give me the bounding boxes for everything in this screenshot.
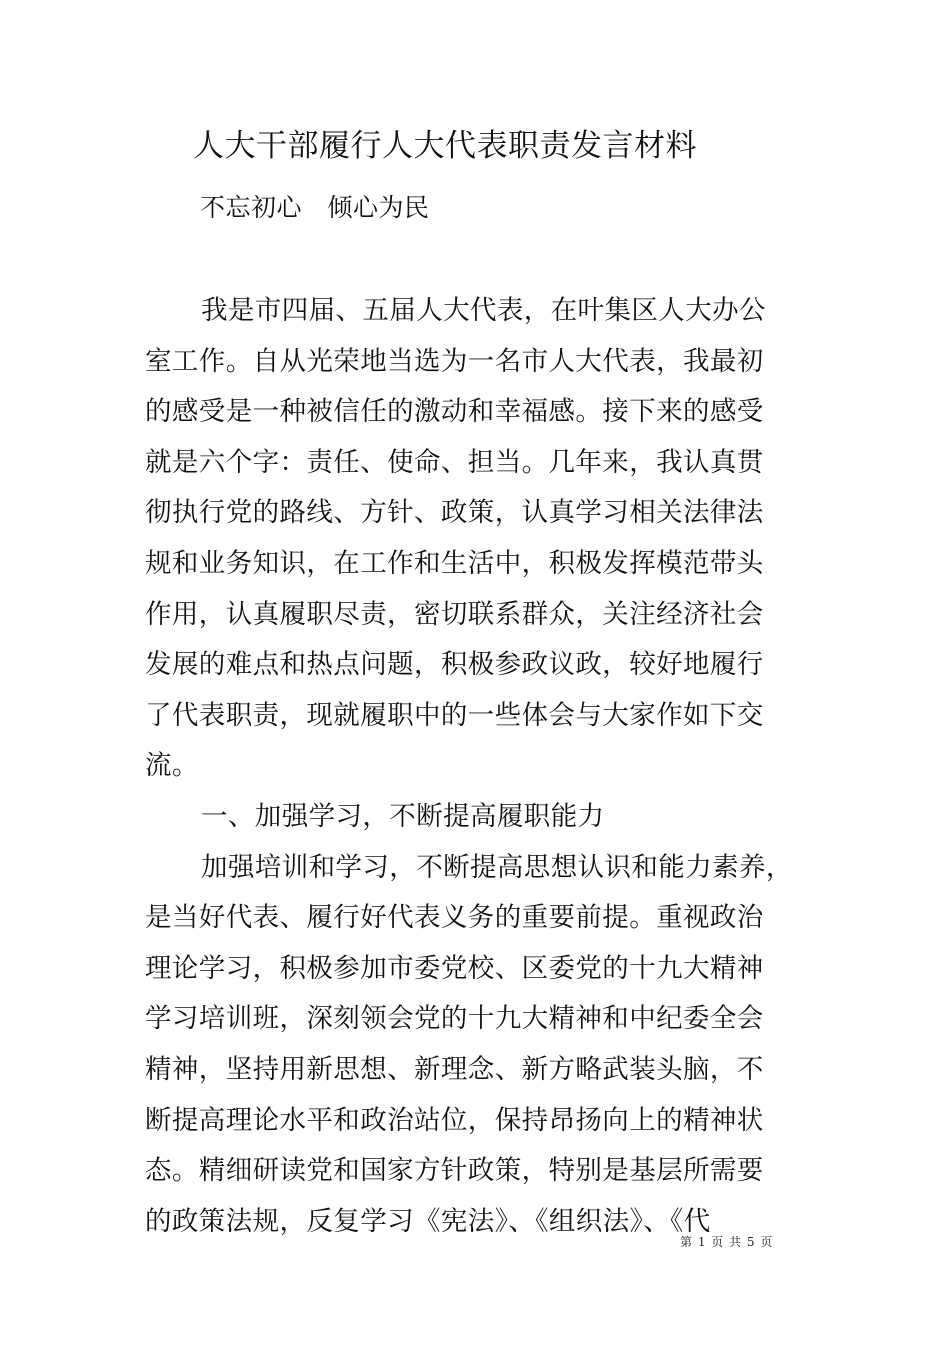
paragraph-line: 就是六个字：责任、使命、担当。几年来，我认真贯 <box>145 446 764 478</box>
section-heading: 一、加强学习，不断提高履职能力 <box>201 800 605 832</box>
paragraph-line: 了代表职责，现就履职中的一些体会与大家作如下交 <box>145 699 764 731</box>
paragraph-line: 加强培训和学习，不断提高思想认识和能力素养， <box>201 851 793 883</box>
paragraph-line: 彻执行党的路线、方针、政策，认真学习相关法律法 <box>145 497 764 529</box>
paragraph-line: 发展的难点和热点问题，积极参政议政，较好地履行 <box>145 649 764 681</box>
paragraph-line: 作用，认真履职尽责，密切联系群众，关注经济社会 <box>145 598 764 630</box>
paragraph-line: 断提高理论水平和政治站位，保持昂扬向上的精神状 <box>145 1104 764 1136</box>
paragraph-line: 学习培训班，深刻领会党的十九大精神和中纪委全会 <box>145 1003 764 1035</box>
paragraph-line: 流。 <box>145 750 199 782</box>
paragraph-line: 室工作。自从光荣地当选为一名市人大代表，我最初 <box>145 345 764 377</box>
paragraph-line: 规和业务知识，在工作和生活中，积极发挥模范带头 <box>145 547 764 579</box>
paragraph-line: 态。精细研读党和国家方针政策，特别是基层所需要 <box>145 1155 764 1187</box>
paragraph-line: 的感受是一种被信任的激动和幸福感。接下来的感受 <box>145 396 764 428</box>
paragraph-line: 的政策法规，反复学习《宪法》、《组织法》、《代 <box>145 1205 711 1237</box>
page-number: 第 1 页 共 5 页 <box>680 1235 774 1249</box>
paragraph-line: 精神，坚持用新思想、新理念、新方略武装头脑，不 <box>145 1053 764 1085</box>
paragraph-line: 是当好代表、履行好代表义务的重要前提。重视政治 <box>145 902 764 934</box>
document-subtitle: 不忘初心 倾心为民 <box>200 193 430 222</box>
paragraph-line: 我是市四届、五届人大代表，在叶集区人大办公 <box>201 295 766 326</box>
document-body <box>145 286 793 1247</box>
paragraph-line: 理论学习，积极参加市委党校、区委党的十九大精神 <box>145 952 764 984</box>
document-title: 人大干部履行人大代表职责发言材料 <box>193 128 697 164</box>
